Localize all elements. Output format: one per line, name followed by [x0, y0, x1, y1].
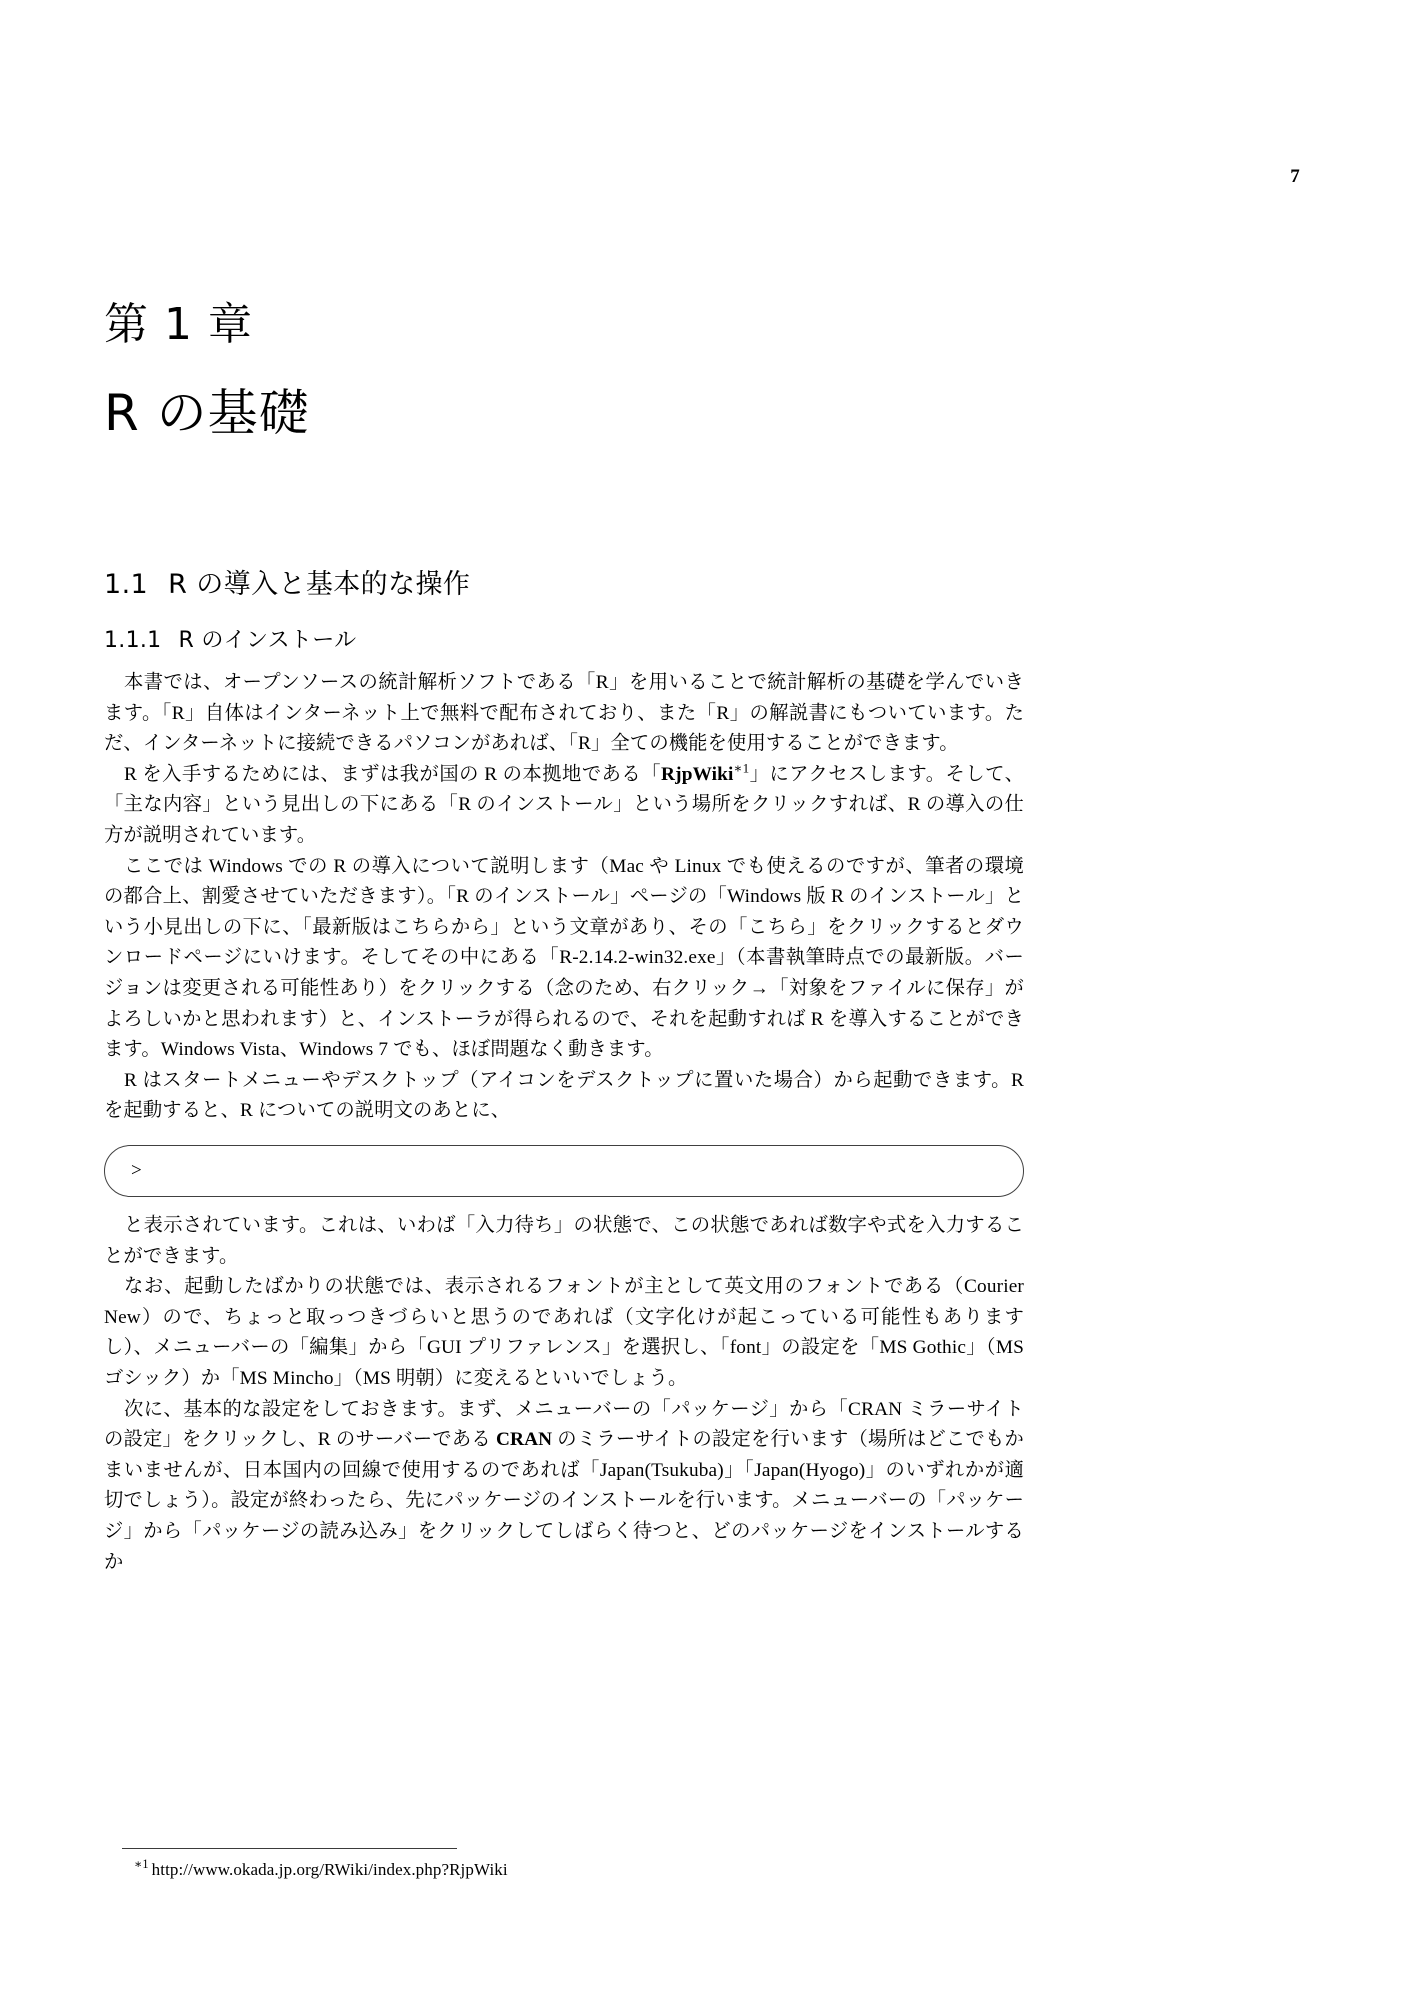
footnote-area — [104, 1848, 1024, 1880]
paragraph-cran-lead: 次に、基本的な設定をしておきます。まず、メニューバーの「パッケージ」から「CRAN ミラーサイトの設定」をクリックし、R のサーバーである — [104, 1398, 1024, 1451]
subsection-heading — [104, 623, 1024, 654]
chapter-title: R の基礎 — [104, 383, 310, 442]
footnote-url: http://www.okada.jp.org/RWiki/index.php?RjpWiki — [151, 1860, 508, 1879]
page-content — [104, 300, 1024, 1578]
cran-term: CRAN — [495, 1429, 553, 1451]
console-prompt-box — [104, 1145, 1024, 1197]
rjpwiki-term: RjpWiki — [661, 763, 734, 785]
paragraph-startup: R はスタートメニューやデスクトップ（アイコンをデスクトップに置いた場合）から起動できます。R を起動すると、R についての説明文のあとに、 — [104, 1069, 1024, 1122]
subsection-number: 1.1.1 — [104, 628, 162, 654]
paragraph-intro: 本書では、オープンソースの統計解析ソフトである「R」を用いることで統計解析の基礎を学んでいきます。「R」自体はインターネット上で無料で配布されており、また「R」の解説書にもついています。ただ、インターネットに接続できるパソコンがあれば、「R」全ての機能を使用することができます。 — [104, 672, 1024, 755]
footnote-marker: ∗1 — [134, 1857, 149, 1872]
footnote-marker-1: ∗1 — [733, 760, 750, 776]
paragraph-font-settings: なお、起動したばかりの状態では、表示されるフォントが主として英文用のフォントである（Courier New）ので、ちょっと取っつきづらいと思うのであれば（文字化けが起こっている可能性もありますし）、メニューバーの「編集」から「GUI プリファレンス」を選択し、「font」の設定を「MS Gothic」（MS ゴシック）か「MS Mincho」（MS 明朝）に変えるといいでしょう。 — [104, 1276, 1024, 1389]
paragraph-cran-mirror — [104, 1395, 1024, 1579]
paragraph-cran-tail: のミラーサイトの設定を行います（場所はどこでもかまいませんが、日本国内の回線で使用するのであれば「Japan(Tsukuba)」「Japan(Hyogo)」のいずれかが適切でしょう）。設定が終わったら、先にパッケージのインストールを行います。メニューバーの「パッケージ」から「パッケージの読み込み」をクリックしてしばらく待つと、どのパッケージをインストールするか — [104, 1429, 1024, 1573]
paragraph-rjpwiki-lead: R を入手するためには、まずは我が国の R の本拠地である「 — [124, 763, 662, 785]
chapter-number: 第 1 章 — [104, 299, 253, 350]
footnote-entry — [134, 1857, 1024, 1880]
paragraph-rjpwiki-tail: 」にアクセスします。そして、「主な内容」という見出しの下にある「R のインストール」という場所をクリックすれば、R の導入の仕方が説明されています。 — [104, 763, 1025, 847]
paragraph-prompt-explain: と表示されています。これは、いわば「入力待ち」の状態で、この状態であれば数字や式を入力することができます。 — [104, 1215, 1024, 1267]
paragraph-rjpwiki — [104, 760, 1024, 852]
section-number: 1.1 — [104, 569, 149, 601]
paragraph-windows-install: ここでは Windows での R の導入について説明します（Mac や Linux でも使えるのですが、筆者の環境の都合上、割愛させていただきます）。「R のインストール」ページの「Windows 版 R のインストール」という小見出しの下に、「最新版はこちらから」という文章があり、その「こちら」をクリックするとダウンロードページにいけます。そしてその中にある「R-2.14.2-win32.exe」（本書執筆時点での最新版。バージョンは変更される可能性あり）をクリックする（念のため、右クリック→「対象をファイルに保存」がよろしいかと思われます）と、インストーラが得られるので、それを起動すれば R を導入することができます。Windows Vista、Windows 7 でも、ほぼ問題なく動きます。 — [104, 855, 1024, 1061]
footnote-rule — [122, 1848, 457, 1849]
subsection-title: R のインストール — [178, 628, 357, 654]
section-heading — [104, 562, 1024, 601]
section-title: R の導入と基本的な操作 — [168, 569, 471, 601]
page-number: 7 — [1290, 166, 1300, 187]
console-prompt-symbol: > — [131, 1160, 142, 1181]
